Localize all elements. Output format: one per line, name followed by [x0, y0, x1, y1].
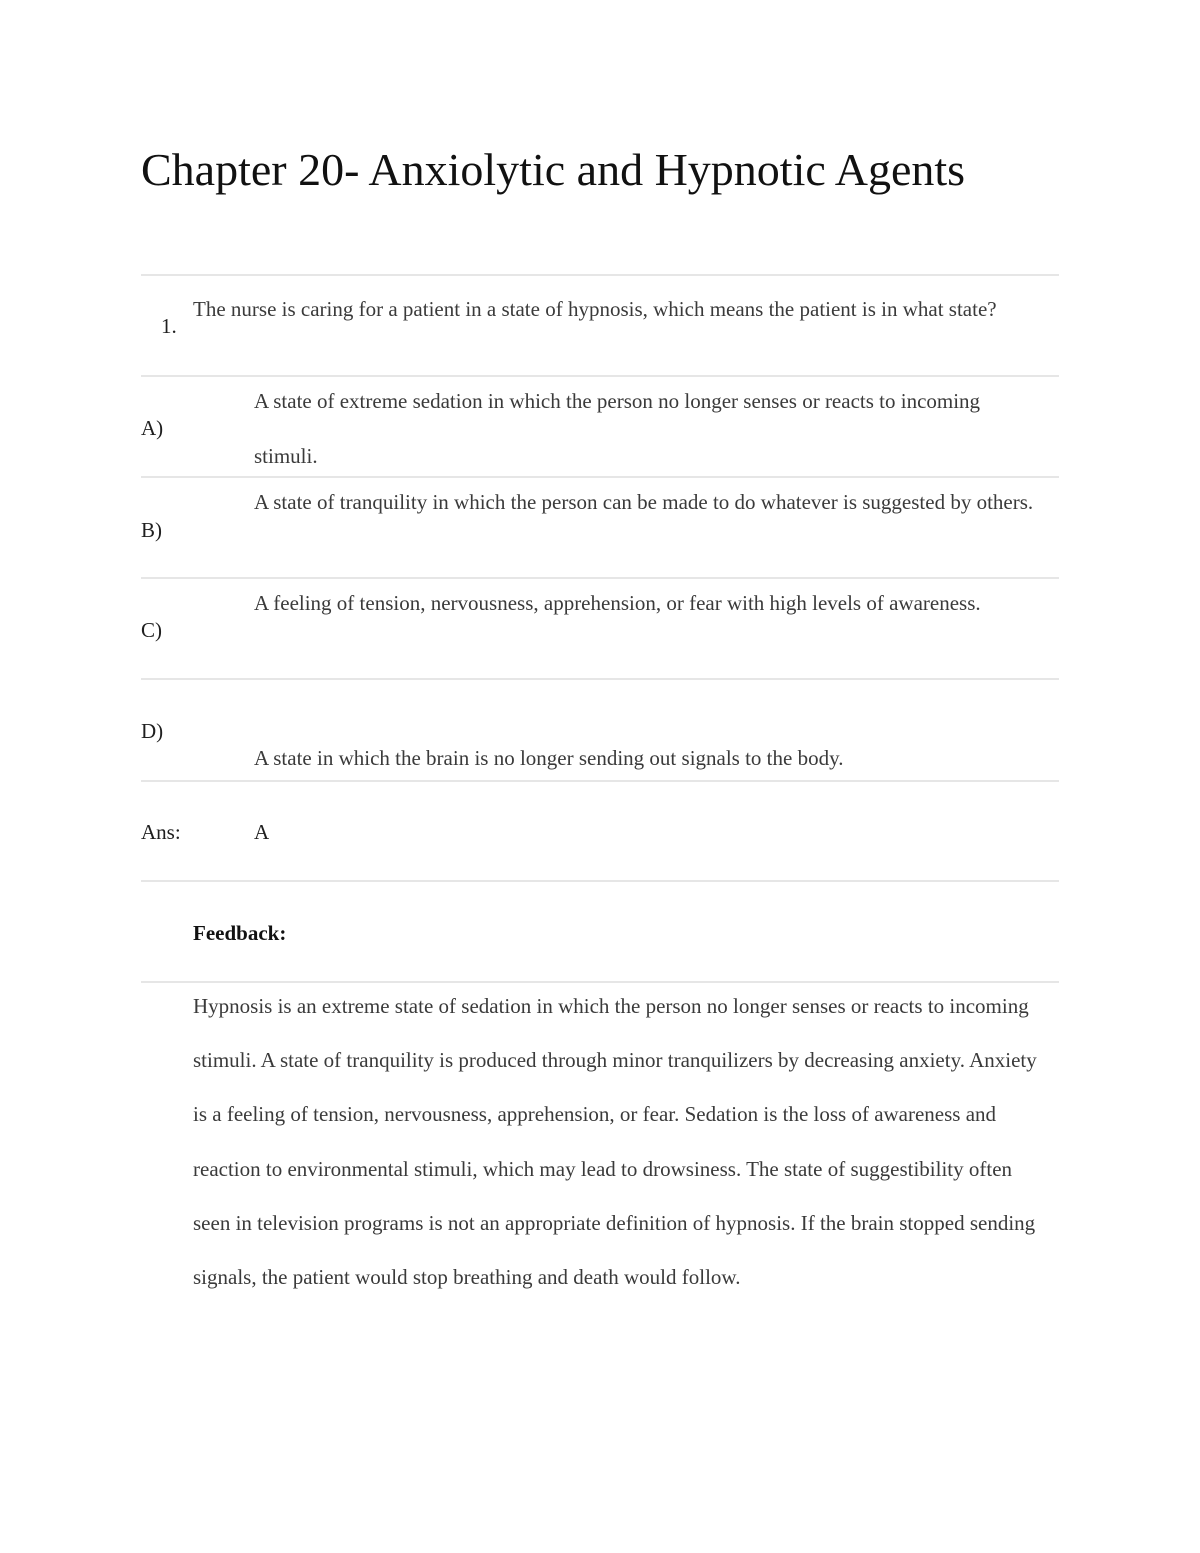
option-a-text: A state of extreme sedation in which the person no longer senses or reacts to incoming stimuli.	[254, 389, 981, 468]
option-b-text: A state of tranquility in which the person can be made to do whatever is suggested by others.	[254, 490, 1034, 514]
question-text: The nurse is caring for a patient in a state of hypnosis, which means the patient is in what state?	[193, 297, 997, 321]
option-a-label: A)	[141, 416, 164, 440]
option-c-label: C)	[141, 618, 162, 642]
answer-value: A	[254, 820, 270, 844]
option-c-text: A feeling of tension, nervousness, apprehension, or fear with high levels of awareness.	[254, 591, 981, 615]
feedback-text: Hypnosis is an extreme state of sedation in which the person no longer senses or reacts to incoming stimuli. A state of tranquility is produced through minor tranquilizers by decreasing anxiety. Anxiety is a feeling of tension, nervousness, apprehension, or fear. Sedation is the loss of awareness and reaction to environmental stimuli, which may lead to drowsiness. The state of suggestibility often seen in television programs is not an appropriate definition of hypnosis. If the brain stopped sending signals, the patient would stop breathing and death would follow.	[193, 994, 1037, 1290]
divider	[141, 780, 1059, 782]
answer-label: Ans:	[141, 820, 181, 844]
page-title: Chapter 20- Anxiolytic and Hypnotic Agents	[141, 144, 966, 195]
divider	[141, 880, 1059, 882]
divider	[141, 274, 1059, 276]
option-d-text: A state in which the brain is no longer sending out signals to the body.	[254, 746, 844, 770]
divider	[141, 678, 1059, 680]
question-number: 1.	[161, 314, 177, 338]
feedback-heading: Feedback:	[193, 921, 287, 945]
option-d-label: D)	[141, 719, 164, 743]
option-b-label: B)	[141, 518, 162, 542]
